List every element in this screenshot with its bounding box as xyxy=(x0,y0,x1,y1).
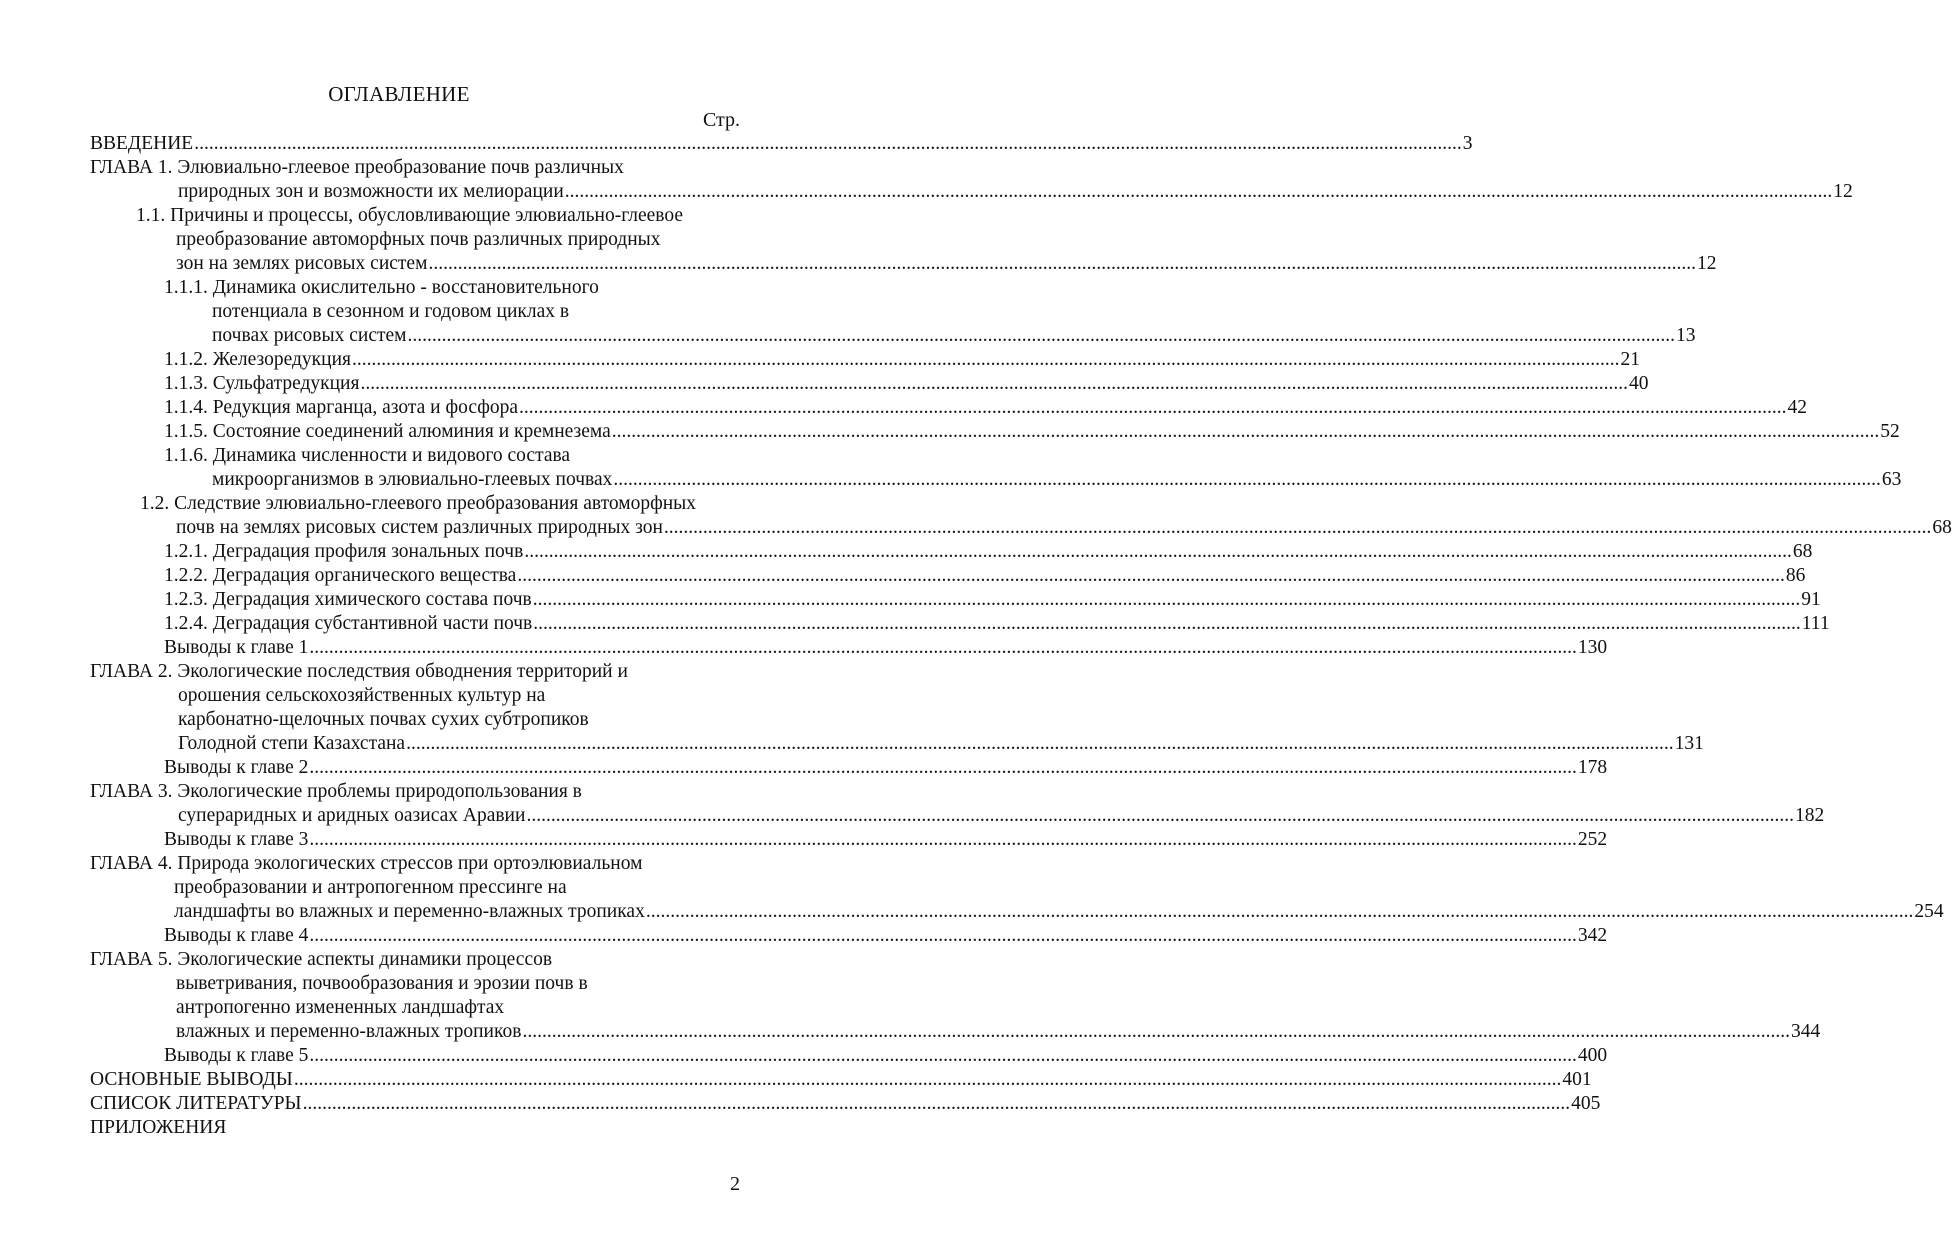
toc-entry-text: 1.2. Следствие элювиально-глеевого преобразования автоморфных xyxy=(140,493,696,514)
toc-entry xyxy=(90,420,1900,444)
toc-entry xyxy=(90,372,1649,396)
dot-leader: .................................................................................................................................................................................................................................................................... xyxy=(532,589,1801,610)
dot-leader: .................................................................................................................................................................................................................................................................... xyxy=(519,397,1787,418)
dot-leader: .................................................................................................................................................................................................................................................................... xyxy=(663,517,1932,538)
toc-entry-text: 1.1.3. Сульфатредукция xyxy=(164,373,360,394)
dot-leader: .................................................................................................................................................................................................................................................................... xyxy=(309,637,1577,658)
toc-entry-text: потенциала в сезонном и годовом циклах в xyxy=(212,301,570,322)
dot-leader: .................................................................................................................................................................................................................................................................... xyxy=(526,805,1794,826)
toc-page-number: 178 xyxy=(1577,757,1608,778)
toc-entry-text: ГЛАВА 3. Экологические проблемы природопользования в xyxy=(90,781,582,802)
toc-page-number: 12 xyxy=(1833,181,1853,202)
toc-entry-text: 1.1.2. Железоредукция xyxy=(164,349,351,370)
toc-page-number: 3 xyxy=(1462,133,1473,154)
toc-entry-text: 1.2.1. Деградация профиля зональных почв xyxy=(164,541,524,562)
toc-entry-text: ПРИЛОЖЕНИЯ xyxy=(90,1117,227,1138)
dot-leader: .................................................................................................................................................................................................................................................................... xyxy=(194,133,1462,154)
page-title: ОГЛАВЛЕНИЕ xyxy=(328,82,470,106)
toc-entry-text: Выводы к главе 1 xyxy=(164,637,309,658)
page-column-header: Стр. xyxy=(702,109,740,131)
toc-entry xyxy=(90,132,1473,156)
dot-leader: .................................................................................................................................................................................................................................................................... xyxy=(406,733,1674,754)
toc-entry-text: Выводы к главе 5 xyxy=(164,1045,309,1066)
toc-entry-text: ландшафты во влажных и переменно-влажных тропиках xyxy=(174,901,645,922)
toc-entry-text: ГЛАВА 2. Экологические последствия обводнения территорий и xyxy=(90,661,628,682)
toc-entry-text: Голодной степи Казахстана xyxy=(178,733,406,754)
dot-leader: .................................................................................................................................................................................................................................................................... xyxy=(309,925,1577,946)
toc-page-number: 68 xyxy=(1932,517,1952,538)
toc-entry-text: 1.1.5. Состояние соединений алюминия и кремнезема xyxy=(164,421,611,442)
toc-entry xyxy=(90,780,1825,828)
toc-entry-text: почв на землях рисовых систем различных природных зон xyxy=(176,517,663,538)
toc-entry xyxy=(90,588,1821,612)
toc-entry-text: 1.2.2. Деградация органического вещества xyxy=(164,565,517,586)
dot-leader: .................................................................................................................................................................................................................................................................... xyxy=(564,181,1833,202)
toc-entry-text: преобразование автоморфных почв различных природных xyxy=(176,229,661,250)
toc-entry-text: 1.1.4. Редукция марганца, азота и фосфора xyxy=(164,397,519,418)
toc-page-number: 40 xyxy=(1628,373,1649,394)
toc-entry-text: природных зон и возможности их мелиорации xyxy=(178,181,564,202)
toc-page-number: 131 xyxy=(1674,733,1704,754)
dot-leader: .................................................................................................................................................................................................................................................................... xyxy=(309,757,1577,778)
dot-leader: .................................................................................................................................................................................................................................................................... xyxy=(428,253,1696,274)
toc-entry xyxy=(90,612,1830,636)
dot-leader: .................................................................................................................................................................................................................................................................... xyxy=(645,901,1914,922)
table-of-contents xyxy=(90,132,1952,1140)
dot-leader: .................................................................................................................................................................................................................................................................... xyxy=(351,349,1620,370)
toc-page-number: 252 xyxy=(1577,829,1608,850)
dot-leader: .................................................................................................................................................................................................................................................................... xyxy=(517,565,1785,586)
dot-leader: .................................................................................................................................................................................................................................................................... xyxy=(293,1069,1562,1090)
toc-page-number: 42 xyxy=(1787,397,1808,418)
toc-entry-text: выветривания, почвообразования и эрозии почв в xyxy=(176,973,588,994)
toc-entry xyxy=(90,564,1806,588)
toc-entry-text: влажных и переменно-влажных тропиков xyxy=(176,1021,522,1042)
toc-entry xyxy=(90,204,1717,276)
toc-entry xyxy=(90,948,1821,1044)
dot-leader: .................................................................................................................................................................................................................................................................... xyxy=(533,613,1801,634)
toc-entry xyxy=(90,444,1902,492)
toc-entry xyxy=(90,924,1608,948)
toc-page-number: 182 xyxy=(1794,805,1825,826)
page-number: 2 xyxy=(730,1173,740,1195)
dot-leader: .................................................................................................................................................................................................................................................................... xyxy=(407,325,1676,346)
toc-page-number: 68 xyxy=(1792,541,1813,562)
toc-page-number: 91 xyxy=(1801,589,1821,610)
toc-entry-text: ВВЕДЕНИЕ xyxy=(90,133,194,154)
toc-entry-text: микроорганизмов в элювиально-глеевых почвах xyxy=(212,469,613,490)
toc-entry xyxy=(90,1068,1592,1092)
toc-page-number: 342 xyxy=(1577,925,1608,946)
toc-entry xyxy=(90,636,1608,660)
toc-entry xyxy=(90,156,1853,204)
toc-entry-text: 1.1. Причины и процессы, обусловливающие элювиально-глеевое xyxy=(136,205,683,226)
dot-leader: .................................................................................................................................................................................................................................................................... xyxy=(613,469,1881,490)
toc-page-number: 63 xyxy=(1881,469,1902,490)
toc-entry-text: 1.1.1. Динамика окислительно - восстановительного xyxy=(164,277,599,298)
dot-leader: .................................................................................................................................................................................................................................................................... xyxy=(309,1045,1577,1066)
dot-leader: .................................................................................................................................................................................................................................................................... xyxy=(309,829,1577,850)
toc-entry xyxy=(90,660,1704,756)
dot-leader: .................................................................................................................................................................................................................................................................... xyxy=(302,1093,1571,1114)
dot-leader: .................................................................................................................................................................................................................................................................... xyxy=(360,373,1628,394)
toc-entry-text: Выводы к главе 4 xyxy=(164,925,309,946)
dot-leader: .................................................................................................................................................................................................................................................................... xyxy=(611,421,1880,442)
toc-page-number: 401 xyxy=(1562,1069,1592,1090)
toc-entry xyxy=(90,396,1808,420)
toc-entry-text: Выводы к главе 3 xyxy=(164,829,309,850)
toc-entry-text: СПИСОК ЛИТЕРАТУРЫ xyxy=(90,1093,302,1114)
toc-entry-text: ГЛАВА 5. Экологические аспекты динамики процессов xyxy=(90,949,553,970)
toc-entry-text: 1.2.3. Деградация химического состава почв xyxy=(164,589,532,610)
toc-page-number: 86 xyxy=(1785,565,1806,586)
toc-entry-text: Выводы к главе 2 xyxy=(164,757,309,778)
toc-entry xyxy=(90,1044,1608,1068)
toc-entry-text: почвах рисовых систем xyxy=(212,325,407,346)
toc-entry xyxy=(90,828,1608,852)
toc-entry xyxy=(90,276,1696,348)
dot-leader: .................................................................................................................................................................................................................................................................... xyxy=(524,541,1792,562)
toc-entry-text: 1.1.6. Динамика численности и видового состава xyxy=(164,445,571,466)
toc-page-number: 405 xyxy=(1571,1093,1601,1114)
toc-entry-text: ГЛАВА 1. Элювиально-глеевое преобразование почв различных xyxy=(90,157,624,178)
toc-entry xyxy=(90,492,1952,540)
toc-entry xyxy=(90,1092,1601,1116)
toc-entry xyxy=(90,852,1944,924)
toc-page-number: 52 xyxy=(1880,421,1900,442)
toc-entry-text: преобразовании и антропогенном прессинге на xyxy=(174,877,567,898)
toc-page-number: 111 xyxy=(1801,613,1830,634)
toc-entry-text: ГЛАВА 4. Природа экологических стрессов при ортоэлювиальном xyxy=(90,853,643,874)
toc-entry xyxy=(90,540,1813,564)
toc-page-number: 130 xyxy=(1577,637,1608,658)
toc-entry-text: зон на землях рисовых систем xyxy=(176,253,428,274)
toc-entry xyxy=(90,756,1608,780)
toc-page-number: 13 xyxy=(1676,325,1696,346)
toc-page-number: 21 xyxy=(1620,349,1640,370)
toc-entry xyxy=(90,348,1640,372)
toc-entry-text: карбонатно-щелочных почвах сухих субтропиков xyxy=(178,709,589,730)
toc-entry-text: орошения сельскохозяйственных культур на xyxy=(178,685,546,706)
toc-entry xyxy=(90,1116,740,1140)
toc-page-number: 400 xyxy=(1577,1045,1608,1066)
toc-entry-text: ОСНОВНЫЕ ВЫВОДЫ xyxy=(90,1069,293,1090)
toc-entry-text: антропогенно измененных ландшафтах xyxy=(176,997,505,1018)
toc-page-number: 12 xyxy=(1696,253,1717,274)
toc-page-number: 254 xyxy=(1914,901,1944,922)
toc-entry-text: 1.2.4. Деградация субстантивной части почв xyxy=(164,613,533,634)
toc-entry-text: супераридных и аридных оазисах Аравии xyxy=(178,805,526,826)
toc-page-number: 344 xyxy=(1790,1021,1821,1042)
dot-leader: .................................................................................................................................................................................................................................................................... xyxy=(522,1021,1790,1042)
